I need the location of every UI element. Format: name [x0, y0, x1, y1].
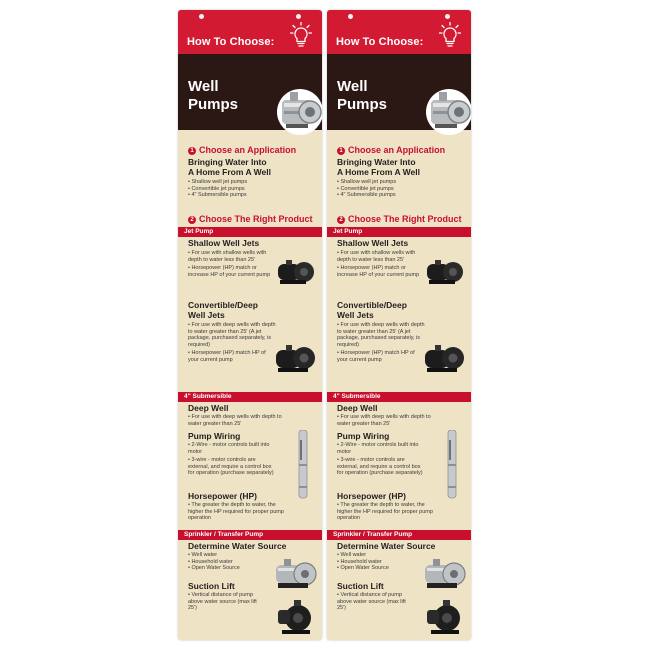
deep-well-list — [337, 414, 433, 427]
list-item: • For use with deep wells with depth to water greater than 25' (A jet package, purchased separately, is required) — [188, 322, 276, 348]
application-heading — [188, 157, 271, 177]
list-item: • 3-wire - motor controls are external, and require a control box for operation (purchase separately) — [337, 457, 423, 476]
jet-pump-image — [425, 258, 465, 286]
list-item: • Well water — [337, 552, 367, 558]
card-header — [178, 10, 322, 54]
list-item: • Shallow well jet pumps — [188, 179, 248, 185]
suction-lift-heading: Suction Lift — [188, 581, 235, 591]
transfer-pump-image — [425, 600, 465, 636]
step-title-text: Choose The Right Product — [348, 214, 462, 224]
step-one-title — [337, 145, 445, 155]
card-header — [327, 10, 471, 54]
horsepower-heading: Horsepower (HP) — [337, 491, 406, 501]
step-number: 2 — [337, 216, 345, 224]
list-item: • For use with shallow wells with depth to water less than 25' — [337, 250, 416, 263]
jet-pump-band: Jet Pump — [178, 227, 322, 237]
water-source-heading: Determine Water Source — [337, 541, 436, 551]
lightbulb-icon — [439, 22, 461, 48]
stainless-pump-image — [425, 78, 471, 140]
shallow-well-list — [188, 250, 276, 278]
hang-hole — [348, 14, 353, 19]
hang-hole — [199, 14, 204, 19]
heading-line: Well Jets — [188, 310, 225, 320]
list-item: • For use with deep wells with depth to water greater than 25' — [188, 414, 282, 427]
submersible-band: 4" Submersible — [178, 392, 322, 402]
hang-hole — [296, 14, 301, 19]
deep-well-list — [188, 414, 284, 427]
header-title: How To Choose: — [187, 36, 275, 48]
horsepower-heading: Horsepower (HP) — [188, 491, 257, 501]
sprinkler-band: Sprinkler / Transfer Pump — [178, 530, 322, 540]
product-title-line: Pumps — [188, 96, 239, 113]
submersible-band: 4" Submersible — [327, 392, 471, 402]
application-list — [337, 179, 396, 199]
list-item: • The greater the depth to water, the higher the HP required for proper pump operation — [188, 502, 284, 521]
deep-jet-pump-image — [274, 342, 318, 374]
application-heading — [337, 157, 420, 177]
heading-line: Well Jets — [337, 310, 374, 320]
step-title-text: Choose The Right Product — [199, 214, 313, 224]
stainless-pump-image — [276, 78, 322, 140]
convertible-list — [188, 322, 276, 363]
jet-pump-image — [276, 258, 316, 286]
water-source-heading: Determine Water Source — [188, 541, 287, 551]
pump-wiring-heading: Pump Wiring — [188, 431, 241, 441]
heading-line: Bringing Water Into — [188, 157, 267, 167]
pump-wiring-heading: Pump Wiring — [337, 431, 390, 441]
submersible-pump-image — [445, 430, 459, 500]
water-source-list — [188, 552, 240, 572]
list-item: • 3-wire - motor controls are external, and require a control box for operation (purchase separately) — [188, 457, 274, 476]
list-item: • Horsepower (HP) match HP of your current pump — [188, 350, 266, 363]
header-title: How To Choose: — [336, 36, 424, 48]
list-item: • Shallow well jet pumps — [337, 179, 397, 185]
suction-lift-list — [188, 592, 258, 612]
horsepower-list — [188, 502, 284, 522]
suction-lift-list — [337, 592, 407, 612]
lightbulb-icon — [290, 22, 312, 48]
list-item: • For use with deep wells with depth to water greater than 25' — [337, 414, 431, 427]
step-number: 2 — [188, 216, 196, 224]
list-item: • 4" Submersible pumps — [337, 192, 396, 198]
shallow-well-heading: Shallow Well Jets — [337, 238, 409, 248]
product-title — [188, 78, 238, 114]
submersible-pump-image — [296, 430, 310, 500]
list-item: • For use with deep wells with depth to water greater than 25' (A jet package, purchased separately, is required) — [337, 322, 425, 348]
step-title-text: Choose an Application — [348, 145, 446, 155]
list-item: • Horsepower (HP) match or increase HP of your current pump — [188, 265, 271, 278]
heading-line: A Home From A Well — [337, 167, 420, 177]
list-item: • The greater the depth to water, the higher the HP required for proper pump operation — [337, 502, 433, 521]
deep-jet-pump-image — [423, 342, 467, 374]
transfer-pump-image — [276, 600, 316, 636]
shallow-well-list — [337, 250, 425, 278]
list-item: • Open Water Source — [188, 565, 240, 571]
heading-line: A Home From A Well — [188, 167, 271, 177]
step-one-title — [188, 145, 296, 155]
shallow-well-heading: Shallow Well Jets — [188, 238, 260, 248]
list-item: • Vertical distance of pump above water source (max lift 25') — [337, 592, 406, 611]
how-to-choose-card — [178, 10, 322, 640]
deep-well-heading: Deep Well — [337, 403, 378, 413]
sprinkler-pump-image — [423, 555, 467, 593]
suction-lift-heading: Suction Lift — [337, 581, 384, 591]
pump-wiring-list — [337, 442, 425, 477]
product-title — [337, 78, 387, 114]
list-item: • Well water — [188, 552, 218, 558]
list-item: • Household water — [188, 558, 233, 565]
step-title-text: Choose an Application — [199, 145, 297, 155]
list-item: • Convertible jet pumps — [188, 185, 245, 192]
sprinkler-pump-image — [274, 555, 318, 593]
list-item: • For use with shallow wells with depth to water less than 25' — [188, 250, 267, 263]
step-number: 1 — [188, 147, 196, 155]
list-item: • Household water — [337, 558, 382, 565]
list-item: • Convertible jet pumps — [337, 185, 394, 192]
list-item: • Horsepower (HP) match HP of your current pump — [337, 350, 415, 363]
how-to-choose-card — [327, 10, 471, 640]
horsepower-list — [337, 502, 433, 522]
product-title-line: Pumps — [337, 96, 388, 113]
hang-hole — [445, 14, 450, 19]
convertible-heading — [337, 300, 407, 320]
step-two-title — [337, 214, 462, 224]
list-item: • Horsepower (HP) match or increase HP of your current pump — [337, 265, 420, 278]
deep-well-heading: Deep Well — [188, 403, 229, 413]
step-number: 1 — [337, 147, 345, 155]
application-list — [188, 179, 247, 199]
list-item: • 4" Submersible pumps — [188, 192, 247, 198]
heading-line: Bringing Water Into — [337, 157, 416, 167]
step-two-title — [188, 214, 313, 224]
list-item: • 2-Wire - motor controls built into motor — [337, 442, 419, 455]
convertible-list — [337, 322, 425, 363]
jet-pump-band: Jet Pump — [327, 227, 471, 237]
product-title-line: Well — [188, 78, 219, 95]
list-item: • Vertical distance of pump above water source (max lift 25') — [188, 592, 257, 611]
sprinkler-band: Sprinkler / Transfer Pump — [327, 530, 471, 540]
list-item: • 2-Wire - motor controls built into motor — [188, 442, 270, 455]
list-item: • Open Water Source — [337, 565, 389, 571]
heading-line: Convertible/Deep — [337, 300, 407, 310]
convertible-heading — [188, 300, 258, 320]
heading-line: Convertible/Deep — [188, 300, 258, 310]
water-source-list — [337, 552, 389, 572]
pump-wiring-list — [188, 442, 276, 477]
product-title-line: Well — [337, 78, 368, 95]
